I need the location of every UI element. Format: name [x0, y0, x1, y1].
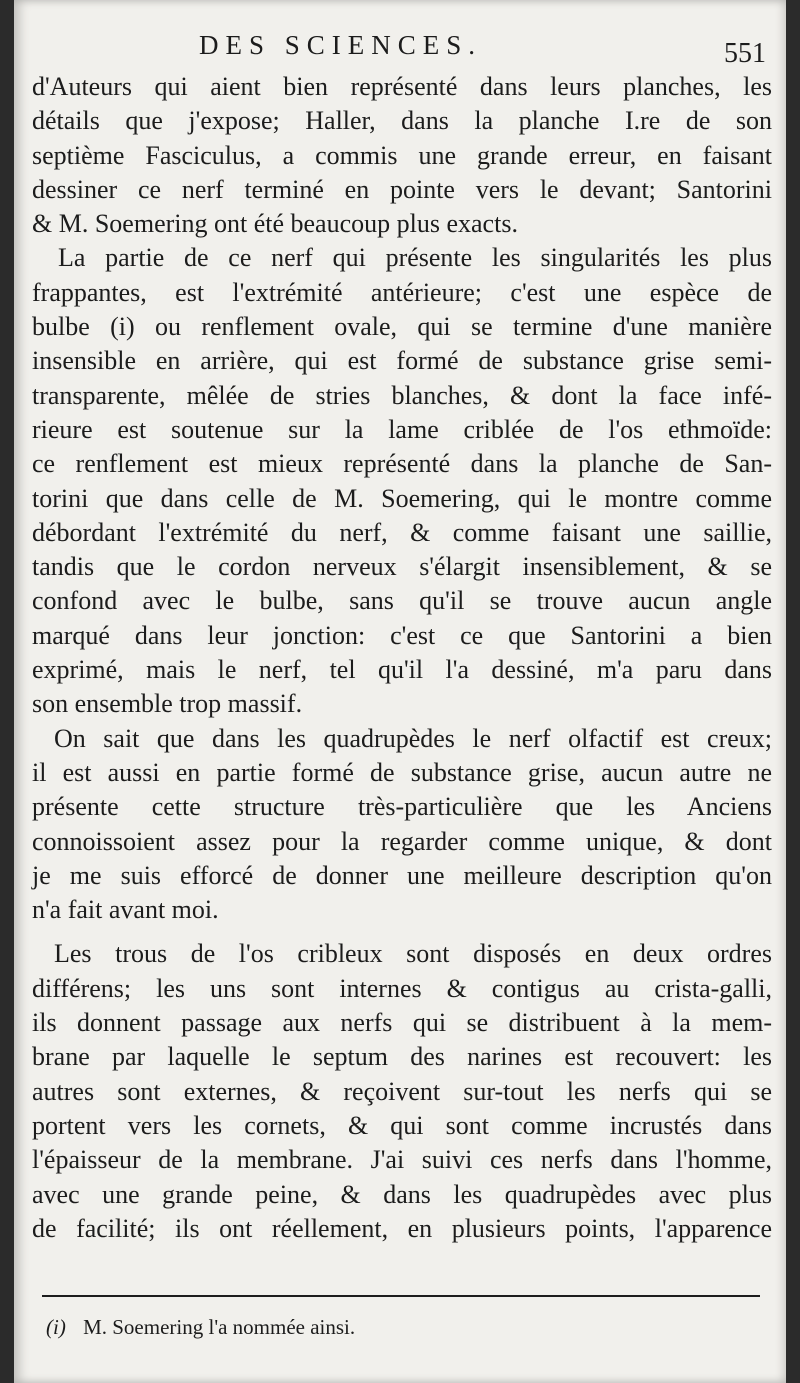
paragraph-4 — [32, 937, 772, 1246]
running-title: DES SCIENCES. — [199, 30, 483, 60]
text-line: & M. Soemering ont été beaucoup plus exacts. — [32, 209, 518, 239]
text-line: Les trous de l'os cribleux sont disposés en deux ordres — [54, 939, 772, 969]
page-number: 551 — [724, 38, 766, 69]
text-line: dessiner ce nerf terminé en pointe vers le devant; Santorini — [32, 174, 772, 204]
footnote-divider — [42, 1295, 760, 1297]
text-line: connoissoient assez pour la regarder comme unique, & dont — [32, 826, 772, 856]
text-line: n'a fait avant moi. — [32, 895, 219, 925]
footnote — [46, 1315, 355, 1340]
text-line: portent vers les cornets, & qui sont comme incrustés dans — [32, 1110, 772, 1140]
text-line: l'épaisseur de la membrane. J'ai suivi ces nerfs dans l'homme, — [32, 1145, 772, 1175]
book-page — [14, 0, 786, 1383]
text-line: On sait que dans les quadrupèdes le nerf olfactif est creux; — [54, 723, 772, 753]
text-line: marqué dans leur jonction: c'est ce que Santorini a bien — [32, 620, 772, 650]
paragraph-2 — [32, 241, 772, 721]
text-line: exprimé, mais le nerf, tel qu'il l'a dessiné, m'a paru dans — [32, 655, 772, 685]
text-line: bulbe (i) ou renflement ovale, qui se termine d'une manière — [32, 312, 772, 342]
text-line: La partie de ce nerf qui présente les singularités les plus — [58, 243, 772, 273]
text-line: présente cette structure très-particulière que les Anciens — [32, 792, 772, 822]
text-line: il est aussi en partie formé de substance grise, aucun autre ne — [32, 757, 772, 787]
text-line: débordant l'extrémité du nerf, & comme faisant une saillie, — [32, 517, 772, 547]
text-line: différens; les uns sont internes & contigus au crista-galli, — [32, 973, 772, 1003]
text-line: brane par laquelle le septum des narines est recouvert: les — [32, 1042, 772, 1072]
footnote-mark: (i) — [46, 1315, 66, 1339]
text-line: détails que j'expose; Haller, dans la planche I.re de son — [32, 106, 772, 136]
text-line: frappantes, est l'extrémité antérieure; c'est une espèce de — [32, 277, 772, 307]
paragraph-1 — [32, 70, 772, 241]
text-line: transparente, mêlée de stries blanches, & dont la face infé- — [32, 380, 772, 410]
body-text — [32, 70, 772, 1246]
text-line: avec une grande peine, & dans les quadrupèdes avec plus — [32, 1179, 772, 1209]
running-header — [14, 26, 786, 69]
text-line: insensible en arrière, qui est formé de substance grise semi- — [32, 346, 772, 376]
text-line: torini que dans celle de M. Soemering, qui le montre comme — [32, 483, 772, 513]
text-line: de facilité; ils ont réellement, en plusieurs points, l'apparence — [32, 1213, 772, 1243]
text-line: tandis que le cordon nerveux s'élargit insensiblement, & se — [32, 552, 772, 582]
text-line: rieure est soutenue sur la lame criblée de l'os ethmoïde: — [32, 414, 772, 444]
text-line: confond avec le bulbe, sans qu'il se trouve aucun angle — [32, 586, 772, 616]
text-line: septième Fasciculus, a commis une grande erreur, en faisant — [32, 140, 772, 170]
text-line: d'Auteurs qui aient bien représenté dans leurs planches, les — [32, 72, 772, 101]
text-line: son ensemble trop massif. — [32, 689, 303, 719]
text-line: ce renflement est mieux représenté dans la planche de San- — [32, 449, 772, 479]
text-line: ils donnent passage aux nerfs qui se distribuent à la mem- — [32, 1008, 772, 1038]
footnote-text: M. Soemering l'a nommée ainsi. — [83, 1315, 356, 1339]
text-line: autres sont externes, & reçoivent sur-tout les nerfs qui se — [32, 1076, 772, 1106]
text-line: je me suis efforcé de donner une meilleure description qu'on — [32, 860, 772, 890]
paragraph-3 — [32, 722, 772, 928]
